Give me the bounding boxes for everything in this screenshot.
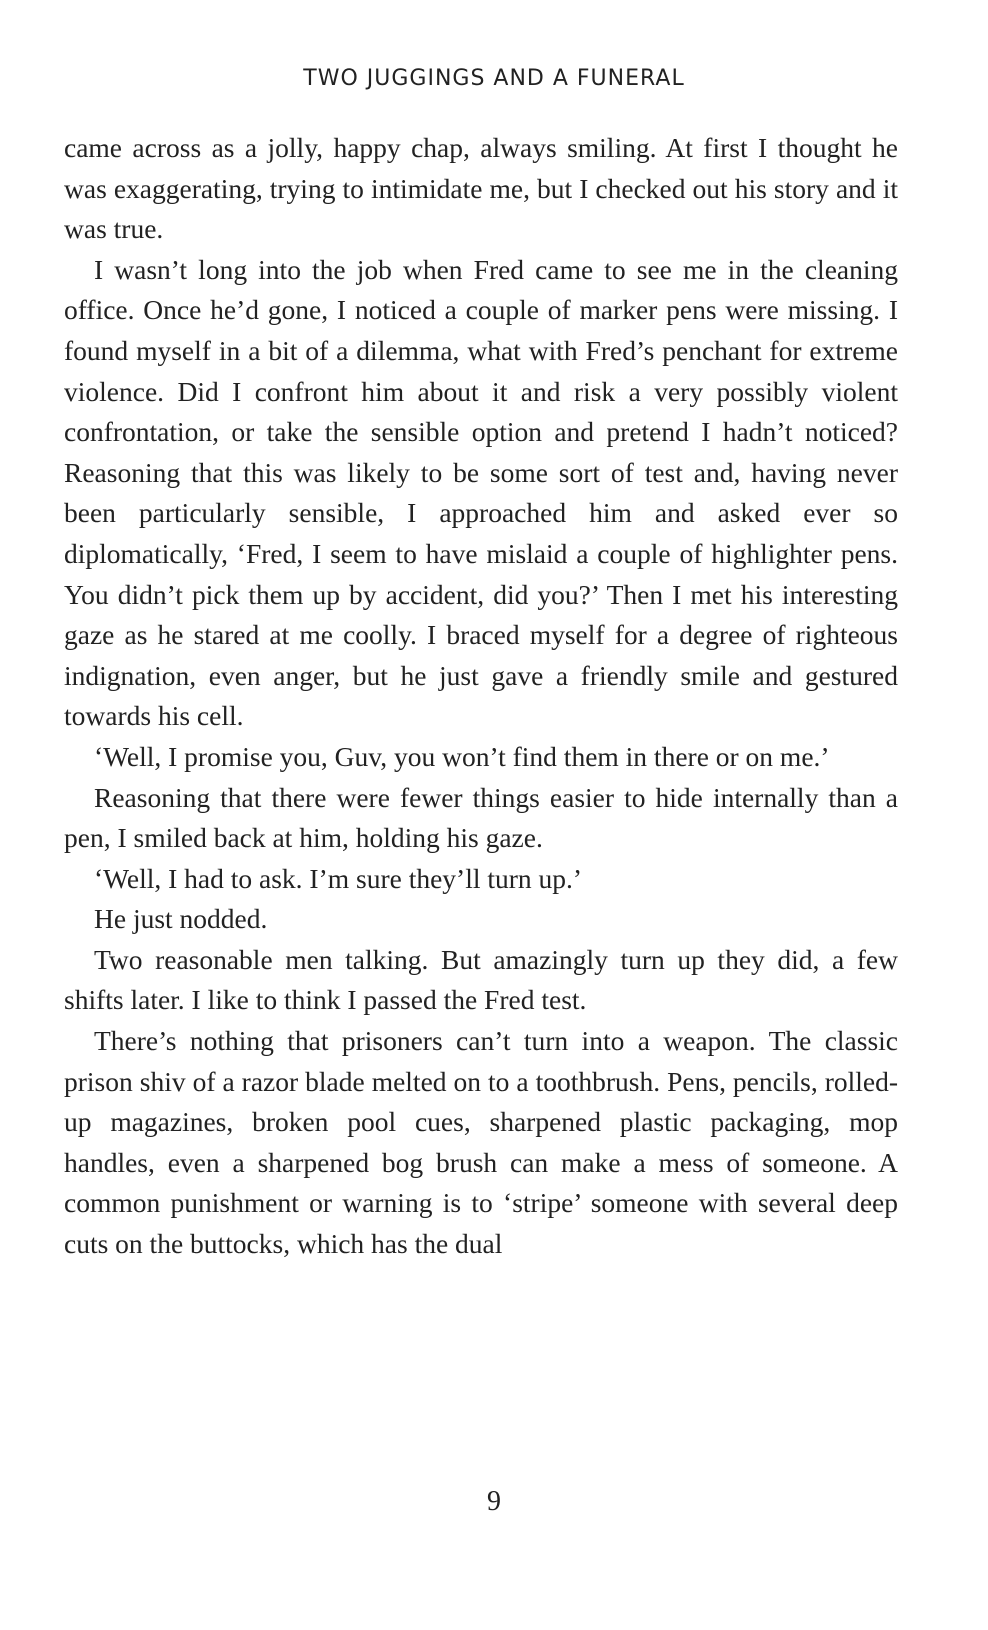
paragraph: Reasoning that there were fewer things easier to hide internally than a pen, I smiled back at him, holding his gaze. [64,781,898,854]
page-number: 9 [487,1486,501,1517]
running-head: TWO JUGGINGS AND A FUNERAL [303,66,685,91]
paragraph: He just nodded. [94,903,268,935]
paragraph-dialogue: ‘Well, I had to ask. I’m sure they’ll turn up.’ [94,862,583,894]
body-text [64,128,898,1265]
paragraph-continued: came across as a jolly, happy chap, always smiling. At first I thought he was exaggerating, trying to intimidate me, but I checked out his story and it was true. [64,132,898,245]
paragraph: I wasn’t long into the job when Fred came to see me in the cleaning office. Once he’d gone, I noticed a couple of marker pens were missing. I found myself in a bit of a dilemma, what with Fred’s penchant for extreme violence. Did I confront him about it and risk a very possibly violent confrontation, or take the sensible option and pretend I hadn’t noticed? Reasoning that this was likely to be some sort of test and, having never been particularly sensible, I approached him and asked ever so diplomatically, ‘Fred, I seem to have mislaid a couple of highlighter pens. You didn’t pick them up by accident, did you?’ Then I met his interesting gaze as he stared at me coolly. I braced myself for a degree of righteous indignation, even anger, but he just gave a friendly smile and gestured towards his cell. [64,253,898,732]
paragraph: Two reasonable men talking. But amazingly turn up they did, a few shifts later. I like to think I passed the Fred test. [64,943,898,1016]
paragraph-dialogue: ‘Well, I promise you, Guv, you won’t find them in there or on me.’ [94,740,830,772]
paragraph: There’s nothing that prisoners can’t turn into a weapon. The classic prison shiv of a razor blade melted on to a toothbrush. Pens, pencils, rolled-up magazines, broken pool cues, sharpened plastic packaging, mop handles, even a sharpened bog brush can make a mess of someone. A common punishment or warning is to ‘stripe’ someone with several deep cuts on the buttocks, which has the dual [64,1025,898,1260]
